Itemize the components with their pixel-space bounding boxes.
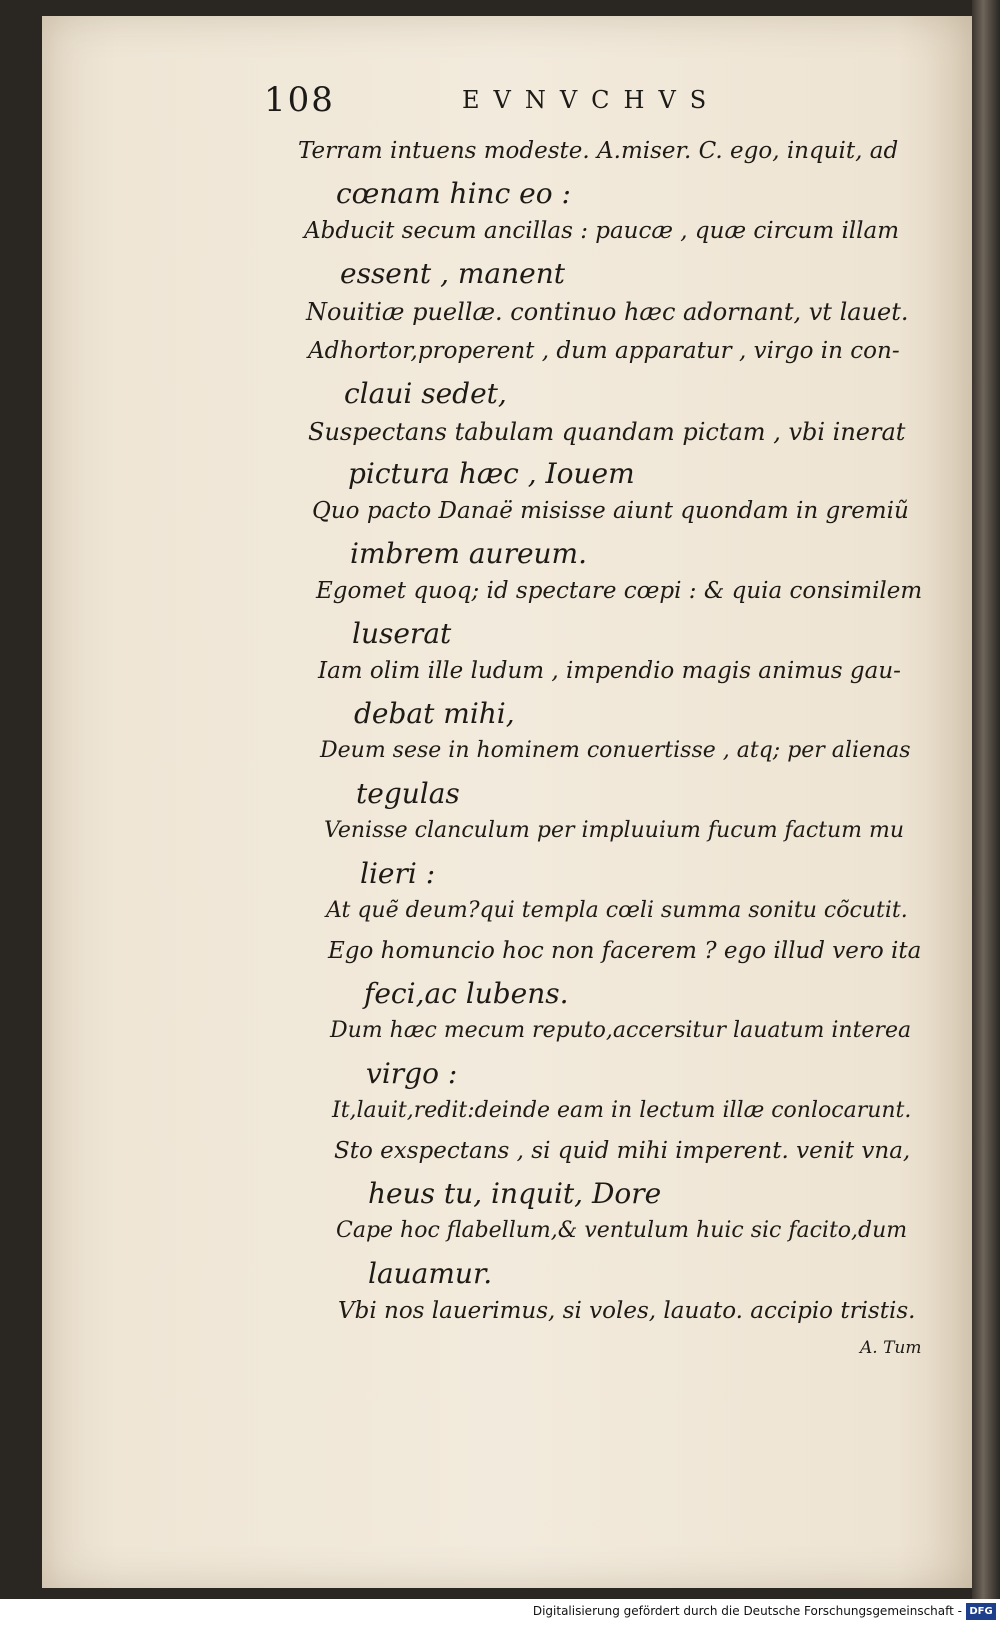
- catchword: A. Tum: [860, 1338, 922, 1358]
- verse-line: claui sedet,: [344, 377, 507, 410]
- verse-line: Adhortor,properent , dum apparatur , virgo in con-: [308, 338, 900, 364]
- digitization-footer: [0, 1599, 1000, 1625]
- verse-line: luserat: [352, 617, 452, 650]
- verse-line: cœnam hinc eo :: [336, 177, 571, 210]
- verse-line: Vbi nos lauerimus, si voles, lauato. accipio tristis.: [338, 1298, 916, 1324]
- verse-line: debat mihi,: [354, 697, 515, 730]
- verse-line: Nouitiæ puellæ. continuo hæc adornant, vt lauet.: [306, 298, 909, 326]
- verse-line: pictura hæc , Iouem: [348, 457, 635, 490]
- verse-line: Iam olim ille ludum , impendio magis animus gau-: [318, 658, 901, 684]
- book-edge: [972, 0, 1000, 1600]
- verse-line: feci,ac lubens.: [364, 977, 569, 1010]
- verse-line: At quẽ deum?qui templa cœli summa sonitu cõcutit.: [326, 898, 908, 923]
- running-title: EVNVCHVS: [462, 86, 721, 114]
- book-page: [42, 16, 978, 1588]
- page-number: 108: [264, 80, 335, 120]
- verse-line: heus tu, inquit, Dore: [368, 1177, 662, 1210]
- verse-line: virgo :: [366, 1057, 458, 1090]
- footer-credit: Digitalisierung gefördert durch die Deutsche Forschungsgemeinschaft -: [532, 1604, 962, 1618]
- verse-line: tegulas: [356, 777, 460, 810]
- verse-line: lieri :: [360, 857, 436, 890]
- verse-line: imbrem aureum.: [350, 537, 588, 570]
- verse-line: Dum hæc mecum reputo,accersitur lauatum interea: [330, 1018, 912, 1043]
- verse-line: Quo pacto Danaë misisse aiunt quondam in gremiũ: [312, 498, 909, 524]
- verse-line: Venisse clanculum per impluuium fucum factum mu: [324, 818, 905, 843]
- verse-line: Abducit secum ancillas : paucæ , quæ circum illam: [304, 218, 900, 244]
- verse-line: Suspectans tabulam quandam pictam , vbi inerat: [308, 418, 906, 446]
- verse-line: essent , manent: [340, 257, 565, 290]
- verse-line: Deum sese in hominem conuertisse , atq; per alienas: [320, 738, 911, 763]
- verse-line: Ego homuncio hoc non facerem ? ego illud vero ita: [328, 938, 922, 964]
- verse-line: Terram intuens modeste. A.miser. C. ego, inquit, ad: [298, 138, 899, 164]
- verse-line: Egomet quoq; id spectare cœpi : & quia consimilem: [316, 578, 923, 604]
- running-head: [42, 80, 972, 120]
- verse-line: Sto exspectans , si quid mihi imperent. venit vna,: [334, 1138, 911, 1164]
- dfg-logo: DFG: [966, 1603, 996, 1620]
- verse-line: lauamur.: [368, 1257, 493, 1290]
- verse-line: Cape hoc flabellum,& ventulum huic sic facito,dum: [336, 1218, 908, 1243]
- verse-line: It,lauit,redit:deinde eam in lectum illæ conlocarunt.: [332, 1098, 912, 1123]
